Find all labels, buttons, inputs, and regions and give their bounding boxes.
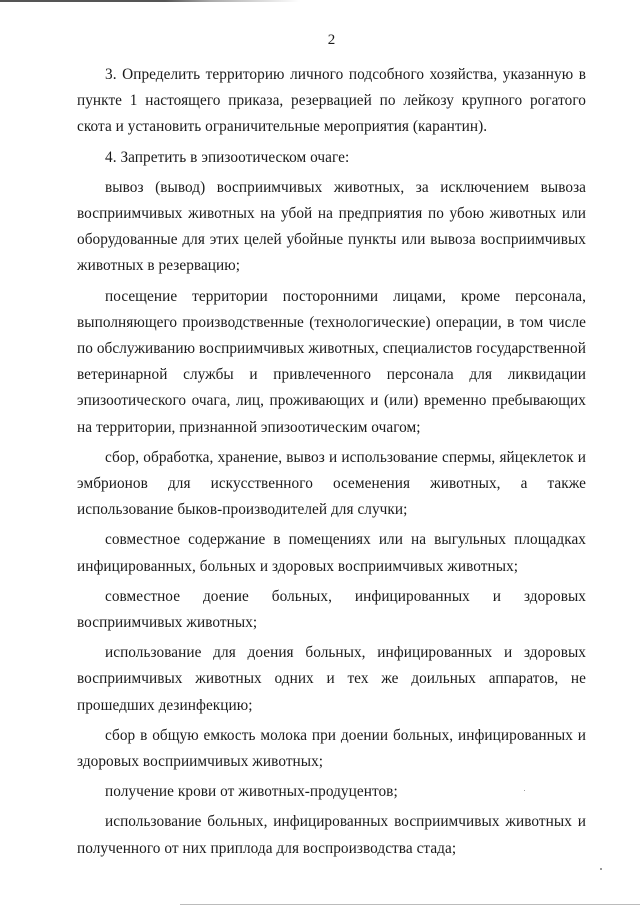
prohibition-item: вывоз (вывод) восприимчивых животных, за исключением вывоза восприимчивых животных на убой на предприятия по убою животных или оборудованные для этих целей убойные пункты или вывоза восприимчивых животных в резервацию; bbox=[77, 178, 586, 275]
prohibition-item: использование для доения больных, инфицированных и здоровых восприимчивых животных одних и тех же доильных аппаратов, не прошедших дезинфекцию; bbox=[77, 644, 586, 714]
prohibition-item: получение крови от животных-продуцентов; bbox=[105, 783, 398, 801]
paragraph-item-4-heading: 4. Запретить в эпизоотическом очаге: bbox=[105, 148, 350, 166]
prohibition-item: посещение территории посторонними лицами, кроме персонала, выполняющего производственные (технологические) операции, в том числе по обслуживанию восприимчивых животных, специалистов государственной ветеринарной службы и привлеченного персонала для ликвидации эпизоотического очага, лиц, проживающих и (или) временно пребывающих на территории, признанной эпизоотическим очагом; bbox=[77, 287, 586, 436]
scan-edge-top bbox=[0, 0, 300, 2]
prohibition-item: сбор, обработка, хранение, вывоз и использование спермы, яйцеклеток и эмбрионов для искусственного осеменения животных, а также использование быков-производителей для случки; bbox=[77, 448, 586, 519]
page-number: 2 bbox=[327, 32, 336, 48]
prohibition-item: использование больных, инфицированных восприимчивых животных и полученного от них приплода для воспроизводства стада; bbox=[77, 813, 586, 857]
prohibition-item: совместное содержание в помещениях или на выгульных площадках инфицированных, больных и здоровых восприимчивых животных; bbox=[77, 531, 586, 575]
prohibition-item: совместное доение больных, инфицированных и здоровых восприимчивых животных; bbox=[77, 587, 586, 632]
scan-speck bbox=[524, 790, 525, 791]
paragraph-item-3: 3. Определить территорию личного подсобного хозяйства, указанную в пункте 1 настоящего приказа, резервацией по лейкозу крупного рогатого скота и установить ограничительные мероприятия (карантин). bbox=[77, 66, 586, 136]
document-page bbox=[77, 30, 586, 862]
prohibition-item: сбор в общую емкость молока при доении больных, инфицированных и здоровых восприимчивых животных; bbox=[77, 726, 586, 771]
scan-speck bbox=[600, 868, 602, 870]
